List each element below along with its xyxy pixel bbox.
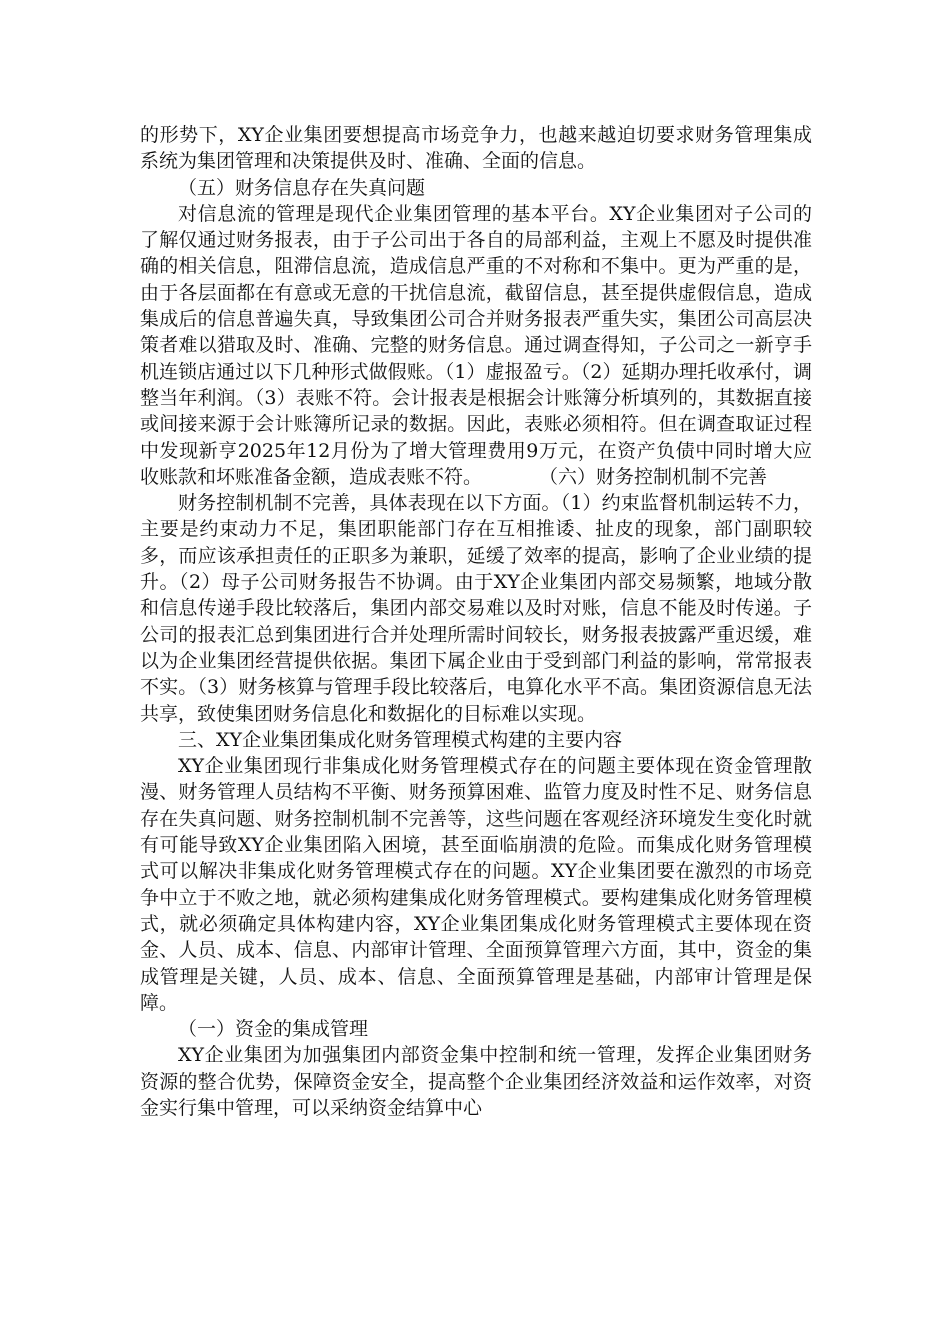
paragraph-financial-info-distortion: 对信息流的管理是现代企业集团管理的基本平台。XY企业集团对子公司的了解仅通过财务报表，由于子公司出于各自的局部利益，主观上不愿及时提供准确的相关信息，阻滞信息流，造成信息严重的不对称和不集中。更为严重的是，由于各层面都在有意或无意的干扰信息流，截留信息，甚至提供虚假信息，造成集成后的信息普遍失真，导致集团公司合并财务报表严重失实，集团公司高层决策者难以猎取及时、准确、完整的财务信息。通过调查得知，子公司之一新亨手机连锁店通过以下几种形式做假账。（1）虚报盈亏。（2）延期办理托收承付，调整当年利润。（3）表账不符。会计报表是根据会计账簿分析填列的，其数据直接或间接来源于会计账簿所记录的数据。因此，表账必须相符。但在调查取证过程中发现新亨2025年12月份为了增大管理费用9万元，在资产负债中同时增大应收账款和坏账准备金额，造成表账不符。 （六）财务控制机制不完善 [140, 202, 812, 488]
section-heading-3: 三、XY企业集团集成化财务管理模式构建的主要内容 [178, 728, 623, 751]
paragraph-continued: 的形势下，XY企业集团要想提高市场竞争力，也越来越迫切要求财务管理集成系统为集团管理和决策提供及时、准确、全面的信息。 [140, 124, 812, 173]
section-heading-5: （五）财务信息存在失真问题 [178, 176, 426, 199]
document-page [140, 122, 812, 1121]
paragraph-integrated-model: XY企业集团现行非集成化财务管理模式存在的问题主要体现在资金管理散漫、财务管理人员结构不平衡、财务预算困难、监管力度及时性不足、财务信息存在失真问题、财务控制机制不完善等，这些问题在客观经济环境发生变化时就有可能导致XY企业集团陷入困境，甚至面临崩溃的危险。而集成化财务管理模式可以解决非集成化财务管理模式存在的问题。XY企业集团要在激烈的市场竞争中立于不败之地，就必须构建集成化财务管理模式。要构建集成化财务管理模式，就必须确定具体构建内容，XY企业集团集成化财务管理模式主要体现在资金、人员、成本、信息、内部审计管理、全面预算管理六方面，其中，资金的集成管理是关键，人员、成本、信息、全面预算管理是基础，内部审计管理是保障。 [140, 755, 812, 1014]
section-heading-1: （一）资金的集成管理 [178, 1018, 369, 1041]
paragraph-fund-management: XY企业集团为加强集团内部资金集中控制和统一管理，发挥企业集团财务资源的整合优势，保障资金安全，提高整个企业集团经济效益和运作效率，对资金实行集中管理，可以采纳资金结算中心 [140, 1044, 812, 1119]
paragraph-financial-control: 财务控制机制不完善，具体表现在以下方面。（1）约束监督机制运转不力，主要是约束动力不足，集团职能部门存在互相推诿、扯皮的现象，部门副职较多，而应该承担责任的正职多为兼职，延缓了效率的提高，影响了企业业绩的提升。（2）母子公司财务报告不协调。由于XY企业集团内部交易频繁，地域分散和信息传递手段比较落后，集团内部交易难以及时对账，信息不能及时传递。子公司的报表汇总到集团进行合并处理所需时间较长，财务报表披露严重迟缓，难以为企业集团经营提供依据。集团下属企业由于受到部门利益的影响，常常报表不实。（3）财务核算与管理手段比较落后，电算化水平不高。集团资源信息无法共享，致使集团财务信息化和数据化的目标难以实现。 [140, 492, 812, 725]
